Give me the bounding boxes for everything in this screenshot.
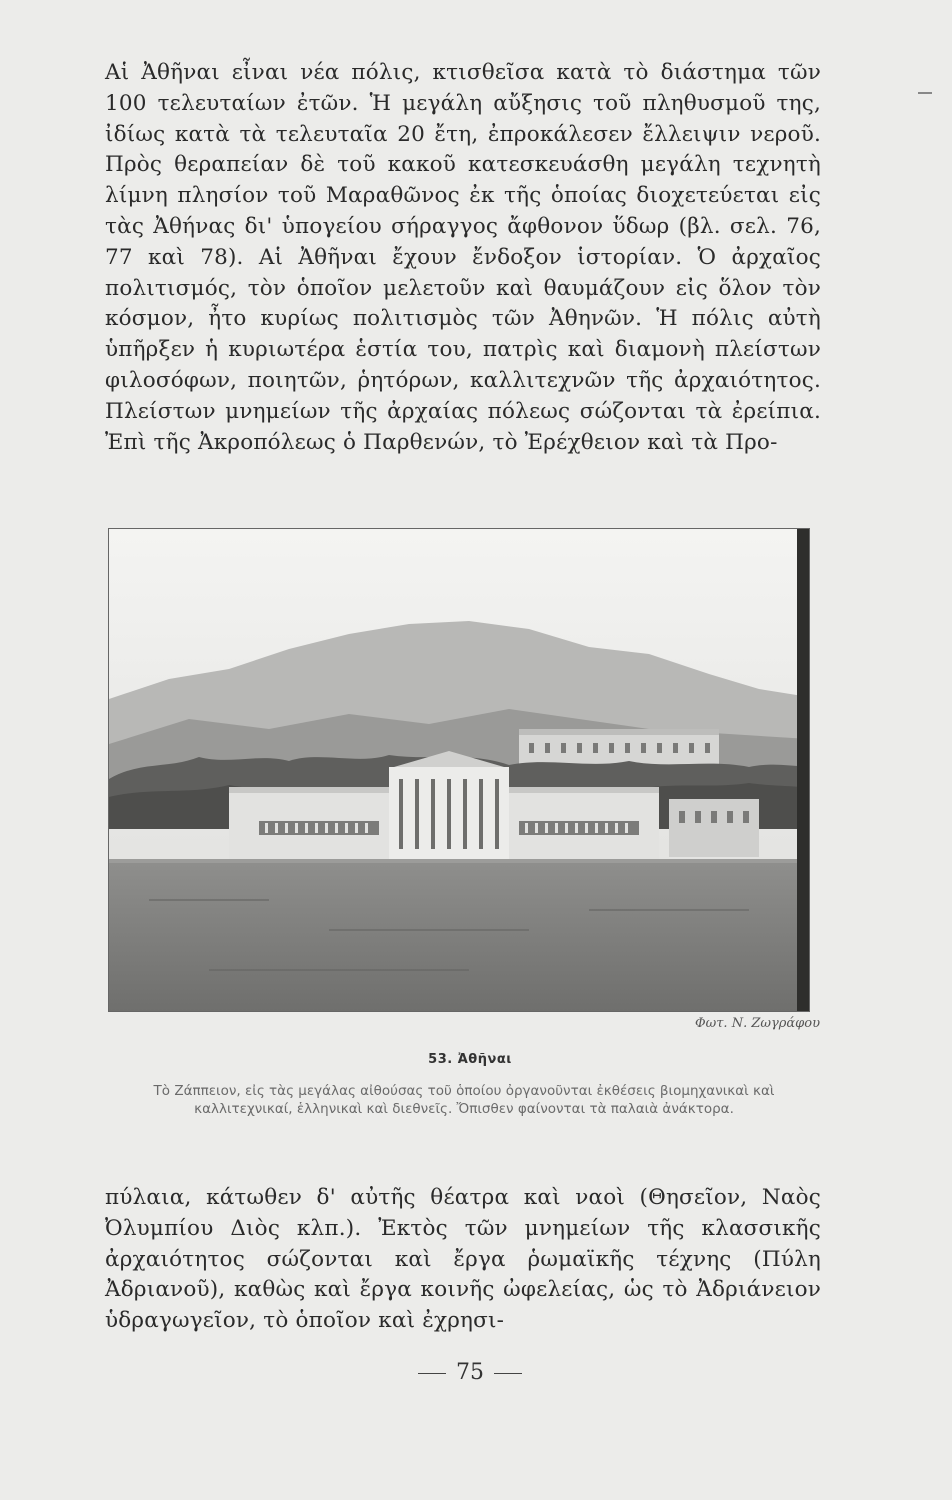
figure-number: 53. Ἀθῆναι [428, 1052, 512, 1067]
photo-credit: Φωτ. Ν. Ζωγράφου [694, 1016, 820, 1031]
margin-mark [918, 92, 932, 94]
page-number-dash-right [494, 1373, 522, 1374]
paragraph-top: Αἱ Ἀθῆναι εἶναι νέα πόλις, κτισθεῖσα κατὰ τὸ διάστημα τῶν 100 τελευταίων ἐτῶν. Ἡ μεγάλη αὔξησις τοῦ πληθυσμοῦ της, ἰδίως κατὰ τὰ τελευταῖα 20 ἔτη, ἐπροκάλεσεν ἔλλειψιν νεροῦ. Πρὸς θεραπείαν δὲ τοῦ κακοῦ κατεσκευάσθη μεγάλη τεχνητὴ λίμνη πλησίον τοῦ Μαραθῶνος ἐκ τῆς ὁποίας διοχετεύεται εἰς τὰς Ἀθήνας δι' ὑπογείου σήραγγος ἄφθονον ὕδωρ (βλ. σελ. 76, 77 καὶ 78). Αἱ Ἀθῆναι ἔχουν ἔνδοξον ἱστορίαν. Ὁ ἀρχαῖος πολιτισμός, τὸν ὁποῖον μελετοῦν καὶ θαυμάζουν εἰς ὅλον τὸν κόσμον, ἦτο κυρίως πολιτισμὸς τῶν Ἀθηνῶν. Ἡ πόλις αὐτὴ ὑπῆρξεν ἡ κυριωτέρα ἑστία του, πατρὶς καὶ διαμονὴ πλείστων φιλοσόφων, ποιητῶν, ῥητόρων, καλλιτεχνῶν τῆς ἀρχαιότητος. Πλείστων μνημείων τῆς ἀρχαίας πόλεως σώζονται τὰ ἐρείπια. Ἐπὶ τῆς Ἀκροπόλεως ὁ Παρθενών, τὸ Ἐρέχθειον καὶ τὰ Προ- [105, 60, 821, 455]
figure-caption: Τὸ Ζάππειον, εἰς τὰς μεγάλας αἰθούσας τοῦ ὁποίου ὀργανοῦνται ἐκθέσεις βιομηχανικαὶ καὶ καλλιτεχνικαί, ἑλληνικαὶ καὶ διεθνεῖς. Ὄπισθεν φαίνονται τὰ παλαιὰ ἀνάκτορα. [153, 1083, 775, 1117]
paragraph-bottom: πύλαια, κάτωθεν δ' αὐτῆς θέατρα καὶ ναοὶ (Θησεῖον, Ναὸς Ὀλυμπίου Διὸς κλπ.). Ἐκτὸς τῶν μνημείων τῆς κλασσικῆς ἀρχαιότητος σώζονται καὶ ἔργα ῥωμαϊκῆς τέχνης (Πύλη Ἀδριανοῦ), καθὼς καὶ ἔργα κοινῆς ὠφελείας, ὡς τὸ Ἀδριάνειον ὑδραγωγεῖον, τὸ ὁποῖον καὶ ἐχρησι- [105, 1185, 821, 1334]
photograph-zappeion [108, 528, 810, 1012]
page-number [330, 1360, 610, 1385]
page-number-value: 75 [456, 1360, 484, 1385]
photograph-illustration [109, 529, 809, 1011]
page-number-dash-left [418, 1373, 446, 1374]
